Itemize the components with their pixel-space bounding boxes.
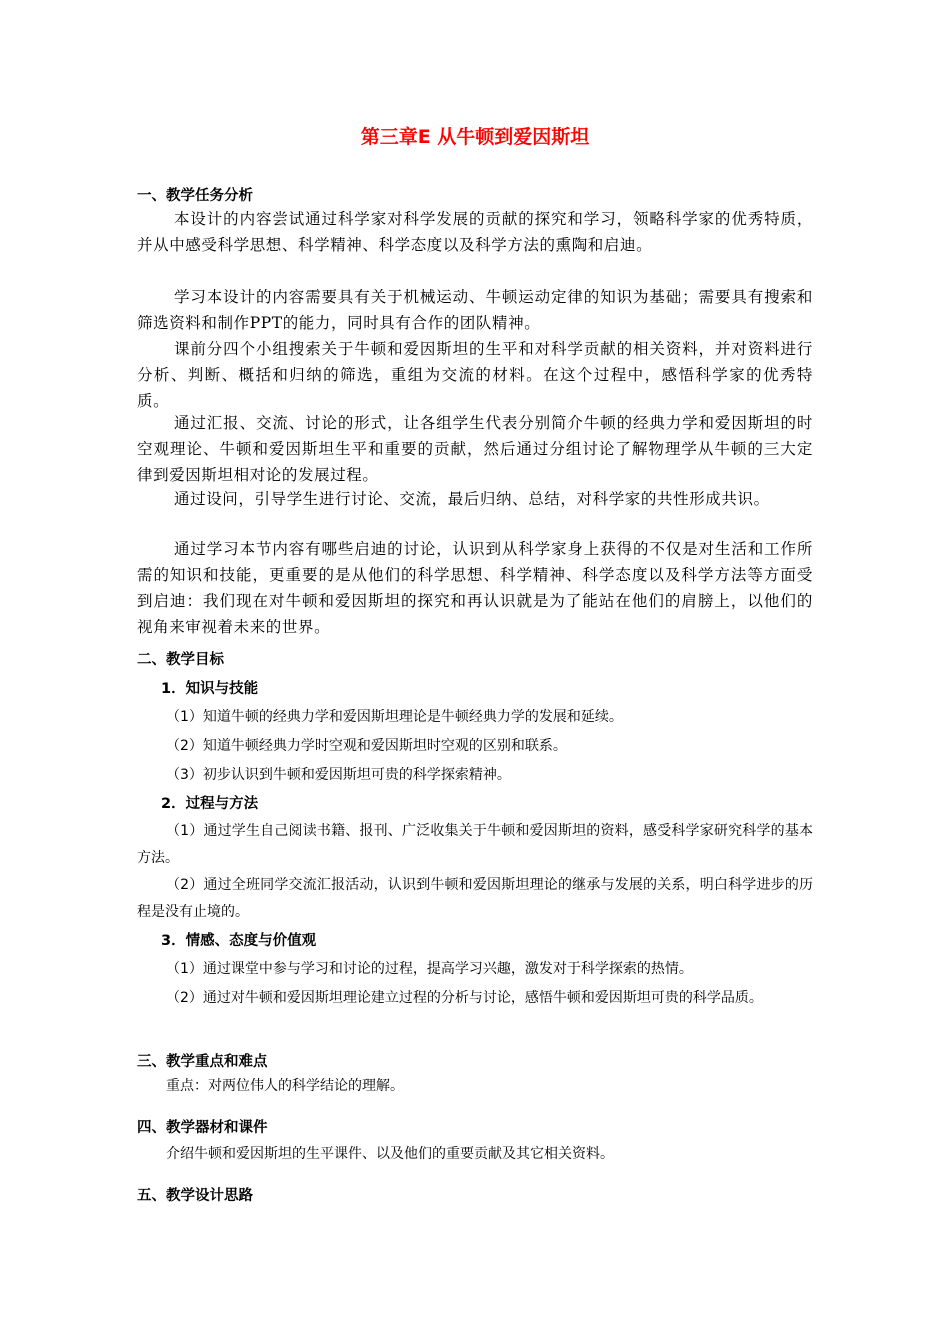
- materials-text: 介绍牛顿和爱因斯坦的生平课件、以及他们的重要贡献及其它相关资料。: [166, 1146, 614, 1162]
- subsection-heading-process: 2．过程与方法: [161, 796, 259, 812]
- paragraph: 学习本设计的内容需要具有关于机械运动、牛顿运动定律的知识为基础；需要具有搜索和筛选资料和制作PPT的能力，同时具有合作的团队精神。: [137, 288, 813, 332]
- objective-item: （1）知道牛顿的经典力学和爱因斯坦理论是牛顿经典力学的发展和延续。: [166, 709, 623, 725]
- subsection-heading-knowledge: 1．知识与技能: [161, 681, 259, 697]
- objective-item: （2）知道牛顿经典力学时空观和爱因斯坦时空观的区别和联系。: [166, 738, 567, 754]
- objective-item: （2）通过全班同学交流汇报活动，认识到牛顿和爱因斯坦理论的继承与发展的关系，明白科学进步的历程是没有止境的。: [137, 877, 813, 920]
- paragraph: 本设计的内容尝试通过科学家对科学发展的贡献的探究和学习，领略科学家的优秀特质，并从中感受科学思想、科学精神、科学态度以及科学方法的熏陶和启迪。: [137, 210, 813, 254]
- section-heading-materials: 四、教学器材和课件: [137, 1120, 268, 1136]
- section-heading-objectives: 二、教学目标: [137, 652, 224, 668]
- key-point-text: 重点：对两位伟人的科学结论的理解。: [166, 1078, 404, 1094]
- paragraph: 通过设问，引导学生进行讨论、交流，最后归纳、总结，对科学家的共性形成共识。: [174, 490, 770, 508]
- section-heading-task-analysis: 一、教学任务分析: [137, 188, 253, 204]
- paragraph: 通过汇报、交流、讨论的形式，让各组学生代表分别简介牛顿的经典力学和爱因斯坦的时空观理论、牛顿和爱因斯坦生平和重要的贡献，然后通过分组讨论了解物理学从牛顿的三大定律到爱因斯坦相对论的发展过程。: [137, 414, 813, 484]
- objective-item: （1）通过课堂中参与学习和讨论的过程，提高学习兴趣，激发对于科学探索的热情。: [166, 961, 693, 977]
- objective-item: （2）通过对牛顿和爱因斯坦理论建立过程的分析与讨论，感悟牛顿和爱因斯坦可贵的科学品质。: [166, 990, 763, 1006]
- paragraph: 课前分四个小组搜索关于牛顿和爱因斯坦的生平和对科学贡献的相关资料，并对资料进行分析、判断、概括和归纳的筛选，重组为交流的材料。在这个过程中，感悟科学家的优秀特质。: [137, 340, 813, 410]
- section-heading-key-points: 三、教学重点和难点: [137, 1054, 268, 1070]
- paragraph: 通过学习本节内容有哪些启迪的讨论，认识到从科学家身上获得的不仅是对生活和工作所需的知识和技能，更重要的是从他们的科学思想、科学精神、科学态度以及科学方法等方面受到启迪：我们现在对牛顿和爱因斯坦的探究和再认识就是为了能站在他们的肩膀上，以他们的视角来审视着未来的世界。: [137, 540, 813, 636]
- objective-item: （1）通过学生自己阅读书籍、报刊、广泛收集关于牛顿和爱因斯坦的资料，感受科学家研究科学的基本方法。: [137, 823, 813, 866]
- objective-item: （3）初步认识到牛顿和爱因斯坦可贵的科学探索精神。: [166, 767, 511, 783]
- subsection-heading-attitude: 3．情感、态度与价值观: [161, 933, 317, 949]
- document-title: 第三章E 从牛顿到爱因斯坦: [360, 126, 590, 148]
- section-heading-design-approach: 五、教学设计思路: [137, 1188, 253, 1204]
